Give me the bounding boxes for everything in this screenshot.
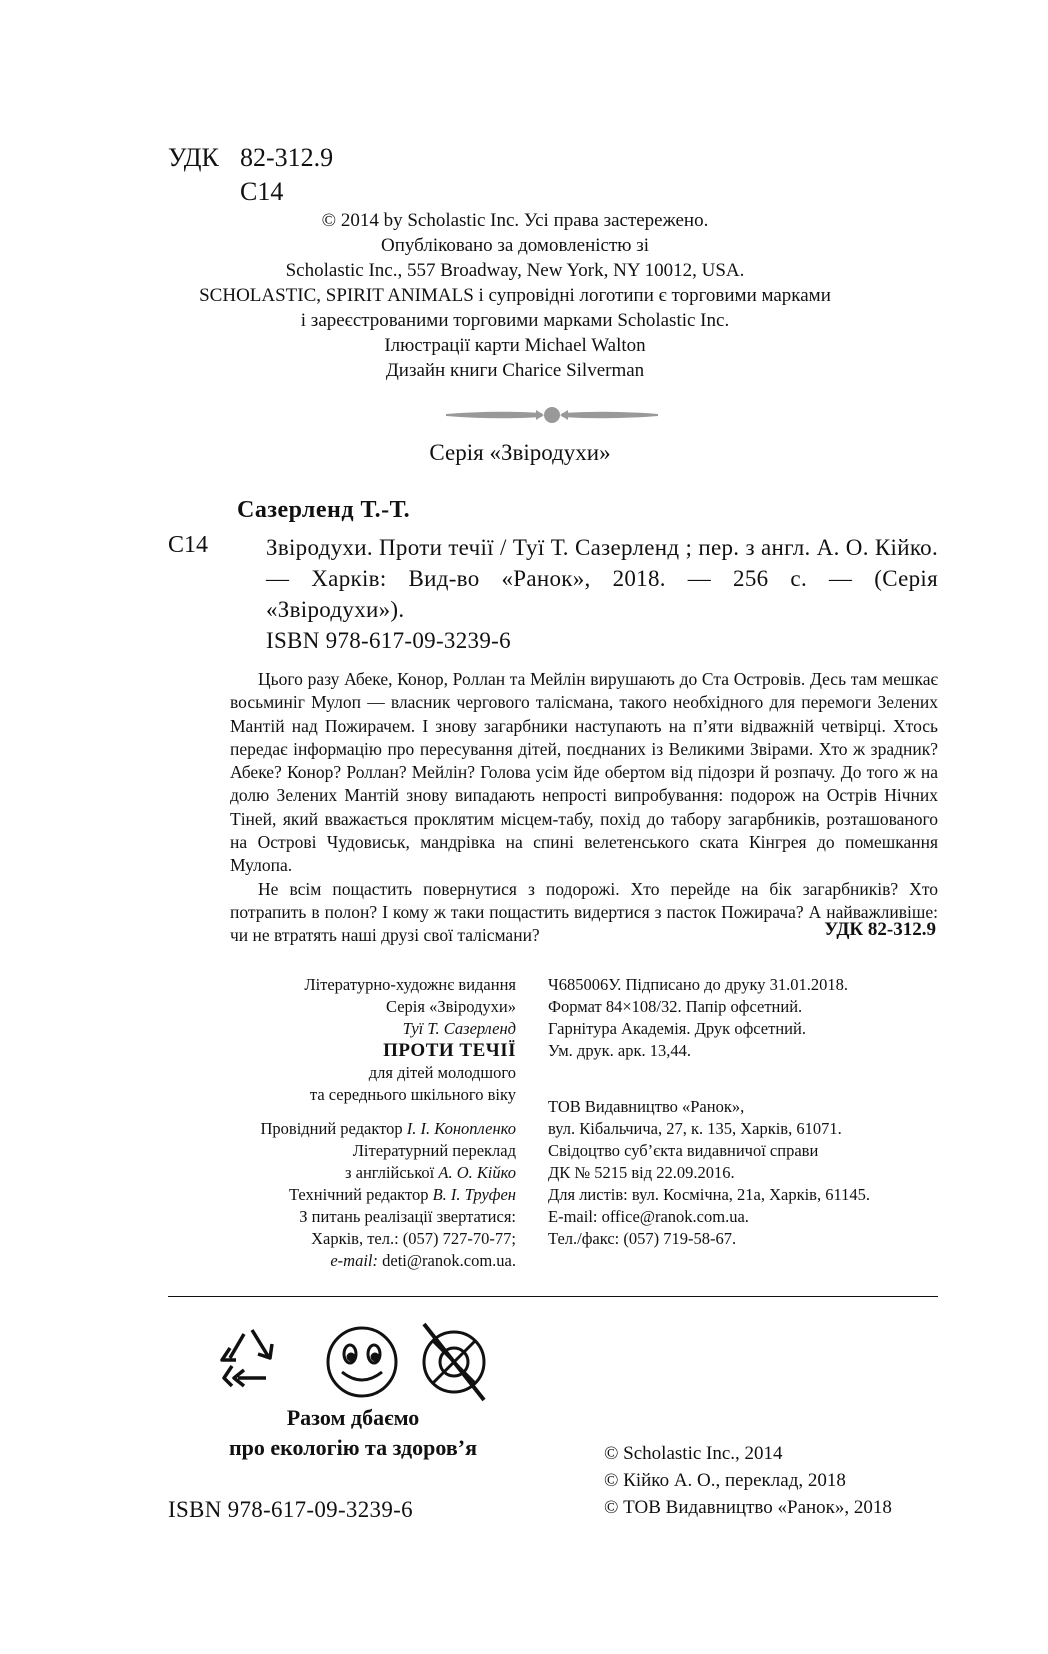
isbn-bottom: ISBN 978-617-09-3239-6	[168, 1497, 413, 1522]
audience-line: для дітей молодшого	[368, 1063, 516, 1082]
copyright-line: © Scholastic Inc., 2014	[604, 1443, 783, 1464]
lead-editor: Провідний редактор І. І. Конопленко	[260, 1119, 516, 1138]
udk-label: УДК	[168, 143, 219, 172]
catalog-author: Сазерленд Т.-Т.	[237, 497, 411, 523]
catalog-description: Звіродухи. Проти течії / Туї Т. Сазерленд ; пер. з англ. А. О. Кійко. — Харків: Вид-во «Ранок», 2018. — 256 с. — (Серія «Звіродухи»).	[266, 535, 938, 622]
annotation-paragraph: Не всім пощастить повернутися з подорожі. Хто перейде на бік загарбників? Хто потрапить в полон? І кому ж таки пощастить видертися з пасток Пожирача? А найважливіше: чи не втратять наші друзі свої талісмани?	[230, 878, 938, 946]
publisher-line: Тел./факс: (057) 719-58-67.	[548, 1229, 737, 1248]
smiley-face-icon	[328, 1328, 396, 1396]
eco-icons	[212, 1316, 512, 1416]
publisher-line: Для листів: вул. Космічна, 21а, Харків, 61145.	[548, 1185, 870, 1204]
print-info-line: Гарнітура Академія. Друк офсетний.	[548, 1019, 806, 1038]
publisher-line: ДК № 5215 від 22.09.2016.	[548, 1163, 735, 1182]
rights-line: Дизайн книги Charice Silverman	[385, 360, 645, 381]
imprint-left	[216, 974, 516, 1272]
rights-line: Ілюстрації карти Michael Walton	[384, 335, 646, 356]
tech-editor: Технічний редактор В. І. Труфен	[288, 1185, 516, 1204]
udk-code: 82-312.9	[240, 143, 334, 172]
imprint-author: Туї Т. Сазерленд	[402, 1019, 516, 1038]
translation-label: Літературний переклад	[352, 1141, 516, 1160]
divider-line	[168, 1296, 938, 1297]
eco-line: Разом дбаємо	[286, 1405, 420, 1430]
print-info-line: Ч685006У. Підписано до друку 31.01.2018.	[548, 975, 849, 994]
recycle-icon	[222, 1330, 272, 1386]
rights-line: і зареєстрованими торговими марками Scholastic Inc.	[300, 310, 730, 331]
annotation-paragraph: Цього разу Абеке, Конор, Роллан та Мейлін вирушають до Ста Островів. Десь там мешкає восьминіг Мулоп — власник чергового талісмана, такого необхідного для перемоги Зелених Мантій над Пожирачем. І знову загарбники наступають на п’яти відважній четвірці. Хтось передає інформацію про пересування дітей, поєднаних із Великими Звірами. Хто ж зрадник? Абеке? Конор? Роллан? Мейлін? Голова усім йде обертом від підозри й розпачу. До того ж на долю Зелених Мантій знову випадають непрості випробування: подорож на Острів Нічних Тіней, який вважається проклятим місцем-табу, похід до табору загарбників, розташованого на Острові Чудовиськ, мандрівка на спині велетенського ската Кінгрея до помешкання Мулопа.	[230, 669, 938, 876]
publisher-line: ТОВ Видавництво «Ранок»,	[548, 1097, 745, 1116]
rights-line: Опубліковано за домовленістю зі	[381, 235, 649, 256]
udk-bottom: УДК 82-312.9	[824, 919, 936, 940]
imprint-right	[548, 974, 928, 1250]
annotation	[230, 668, 938, 948]
series-title: Серія «Звіродухи»	[429, 440, 611, 465]
print-info-line: Формат 84×108/32. Папір офсетний.	[548, 997, 803, 1016]
rights-line: SCHOLASTIC, SPIRIT ANIMALS і супровідні логотипи є торговими марками	[199, 285, 831, 306]
catalog-isbn: ISBN 978-617-09-3239-6	[266, 628, 511, 653]
sales-contact: З питань реалізації звертатися:	[299, 1207, 516, 1226]
author-mark: С14	[240, 177, 284, 206]
rights-line: © 2014 by Scholastic Inc. Усі права застережено.	[321, 210, 709, 231]
eco-line: про екологію та здоров’я	[229, 1435, 477, 1460]
publisher-line: E-mail: office@ranok.com.ua.	[548, 1207, 749, 1226]
sales-email: e-mail: deti@ranok.com.ua.	[330, 1251, 516, 1270]
audience-line: та середнього шкільного віку	[309, 1085, 516, 1104]
translator: з англійської А. О. Кійко	[344, 1163, 516, 1182]
udk-block	[168, 143, 334, 206]
publisher-line: Свідоцтво суб’єкта видавничої справи	[548, 1141, 819, 1160]
edition-type: Літературно-художнє видання	[304, 975, 516, 994]
imprint-series: Серія «Звіродухи»	[386, 997, 516, 1016]
catalog-code: С14	[168, 532, 209, 558]
copyright-block	[604, 1440, 892, 1521]
imprint-title: ПРОТИ ТЕЧІЇ	[383, 1040, 516, 1061]
print-info-line: Ум. друк. арк. 13,44.	[548, 1041, 691, 1060]
eco-message	[168, 1403, 538, 1463]
rights-line: Scholastic Inc., 557 Broadway, New York, NY 10012, USA.	[285, 260, 745, 281]
no-harmful-substances-icon	[424, 1324, 484, 1400]
publisher-line: вул. Кібальчича, 27, к. 135, Харків, 61071.	[548, 1119, 842, 1138]
rights-block	[160, 208, 870, 383]
sales-phone: Харків, тел.: (057) 727-70-77;	[311, 1229, 516, 1248]
ornament-divider-icon	[446, 400, 658, 430]
copyright-line: © Кійко А. О., переклад, 2018	[604, 1470, 846, 1491]
copyright-line: © ТОВ Видавництво «Ранок», 2018	[604, 1497, 892, 1518]
